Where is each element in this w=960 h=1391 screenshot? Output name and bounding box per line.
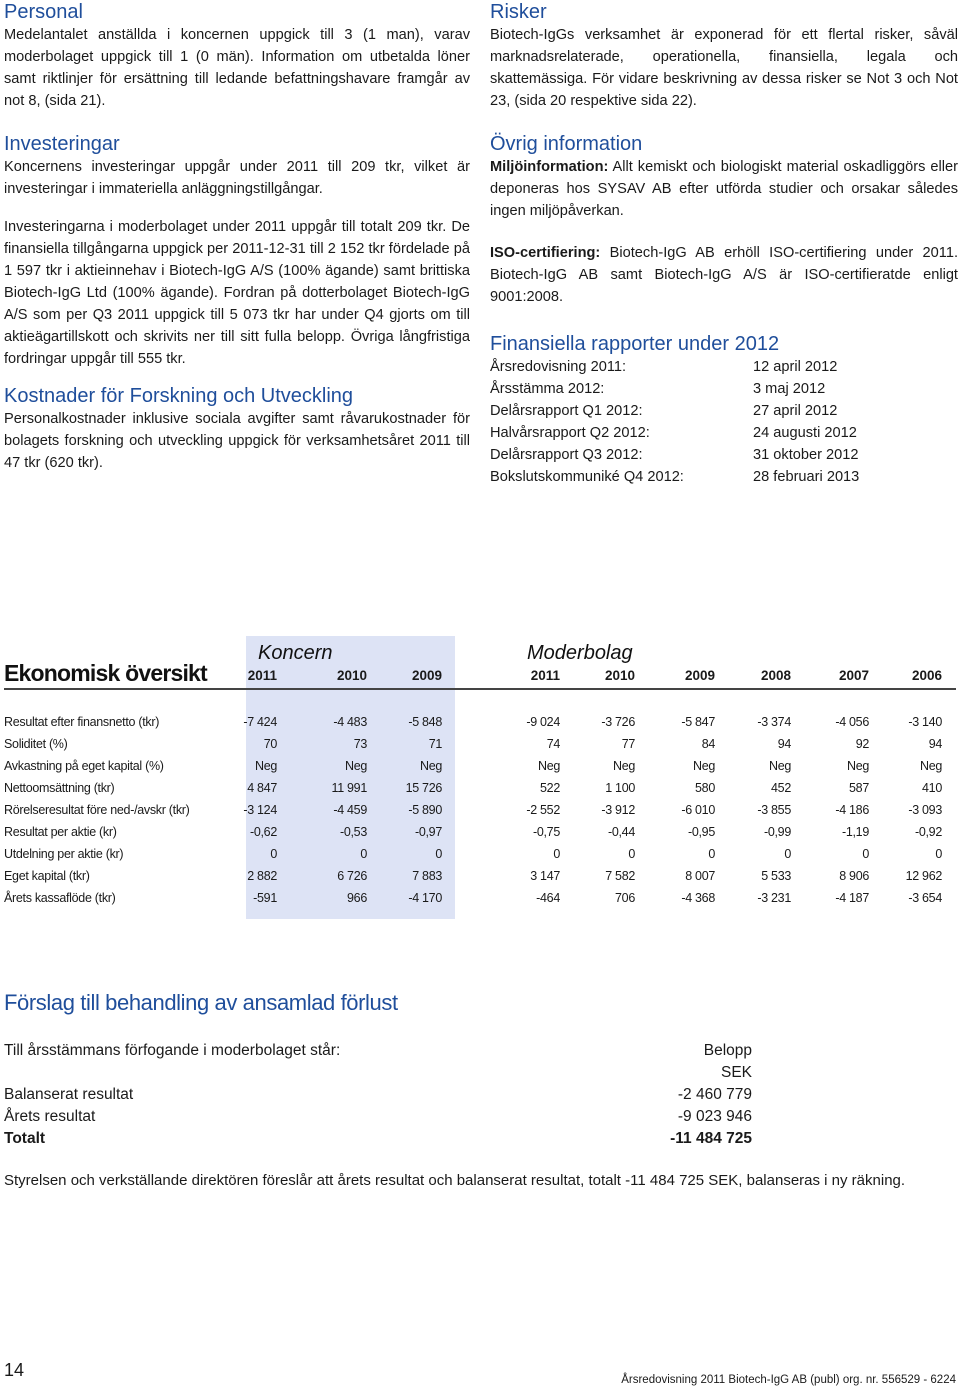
table-cell: 12 962 bbox=[905, 869, 942, 883]
table-cell: 74 bbox=[546, 737, 560, 751]
table-cell: 587 bbox=[849, 781, 869, 795]
totalt-value: -11 484 725 bbox=[670, 1130, 752, 1147]
right-column bbox=[490, 0, 958, 488]
table-cell: 410 bbox=[922, 781, 942, 795]
table-cell: -7 424 bbox=[243, 715, 277, 729]
table-row bbox=[4, 755, 956, 777]
investeringar-paragraph-2: Investeringarna i moderbolaget under 2011 uppgår till totalt 209 tkr. De finansiella tillgångarna uppgick per 2011-12-31 till 2 152 tkr fördelade på 1 597 tkr i aktieinnehav i Biotech-IgG A/S (100% ägande) samt brittiska Biotech-IgG Ltd (100% ägande). Fordran på dotterbolaget Biotech-IgG A/S som per Q3 2011 uppgick till 5 073 tkr har under Q4 gjorts om till aktieägartillskott och skrivits ner till sitt fulla belopp. Övriga långfristiga fordringar uppgår till 555 tkr. bbox=[4, 219, 470, 367]
miljo-paragraph bbox=[490, 156, 958, 222]
table-cell: -0,44 bbox=[608, 825, 635, 839]
table-cell: 8 906 bbox=[839, 869, 869, 883]
investeringar-paragraph-1: Koncernens investeringar uppgår under 2011 till 209 tkr, vilket är investeringar i immateriella anläggningstillgångar. bbox=[4, 159, 470, 197]
table-cell: 966 bbox=[347, 891, 367, 905]
table-cell: Neg bbox=[612, 759, 635, 773]
table-cell: 522 bbox=[540, 781, 560, 795]
table-cell: 452 bbox=[771, 781, 791, 795]
personal-heading: Personal bbox=[4, 1, 83, 23]
year-header-cell: 2008 bbox=[760, 668, 791, 683]
row-label: Resultat per aktie (kr) bbox=[4, 825, 117, 839]
year-header-cell: 2009 bbox=[684, 668, 715, 683]
schedule-date: 3 maj 2012 bbox=[753, 381, 826, 397]
table-cell: 7 582 bbox=[605, 869, 635, 883]
schedule-label: Årsstämma 2012: bbox=[490, 381, 605, 397]
totalt-label: Totalt bbox=[4, 1130, 46, 1147]
schedule-label: Bokslutskommuniké Q4 2012: bbox=[490, 469, 684, 485]
table-cell: -3 124 bbox=[243, 803, 277, 817]
table-cell: -5 848 bbox=[408, 715, 442, 729]
table-cell: 5 533 bbox=[761, 869, 791, 883]
table-row bbox=[4, 821, 956, 843]
table-cell: 1 100 bbox=[605, 781, 635, 795]
table-cell: -3 231 bbox=[757, 891, 791, 905]
schedule-label: Årsredovisning 2011: bbox=[490, 359, 627, 375]
schedule-label: Halvårsrapport Q2 2012: bbox=[490, 425, 650, 441]
year-header-cell: 2011 bbox=[530, 668, 560, 683]
row-label: Resultat efter finansnetto (tkr) bbox=[4, 715, 160, 729]
row-label: Eget kapital (tkr) bbox=[4, 869, 90, 883]
schedule-date: 31 oktober 2012 bbox=[753, 447, 859, 463]
table-cell: -0,95 bbox=[688, 825, 715, 839]
miljo-label: Miljöinformation: bbox=[490, 159, 609, 175]
table-cell: Neg bbox=[344, 759, 367, 773]
table-cell: 0 bbox=[360, 847, 367, 861]
table-cell: -3 855 bbox=[757, 803, 791, 817]
row-label: Årets kassaflöde (tkr) bbox=[4, 891, 116, 905]
table-cell: 4 847 bbox=[247, 781, 277, 795]
moderbolag-group-label: Moderbolag bbox=[527, 642, 633, 664]
table-cell: -5 890 bbox=[408, 803, 442, 817]
row-label: Soliditet (%) bbox=[4, 737, 68, 751]
schedule-date: 24 augusti 2012 bbox=[753, 425, 857, 441]
table-cell: -4 186 bbox=[835, 803, 869, 817]
table-cell: -4 483 bbox=[333, 715, 367, 729]
table-cell: 0 bbox=[270, 847, 277, 861]
belopp-header: Belopp bbox=[703, 1042, 752, 1059]
table-cell: 94 bbox=[777, 737, 791, 751]
table-row bbox=[4, 887, 956, 909]
table-cell: -3 654 bbox=[908, 891, 942, 905]
table-cell: -3 912 bbox=[601, 803, 635, 817]
table-cell: -3 140 bbox=[908, 715, 942, 729]
table-cell: -0,97 bbox=[415, 825, 442, 839]
table-cell: -0,99 bbox=[764, 825, 791, 839]
table-row bbox=[4, 799, 956, 821]
year-header-cell: 2006 bbox=[911, 668, 942, 683]
table-cell: 15 726 bbox=[405, 781, 442, 795]
table-cell: -0,75 bbox=[533, 825, 560, 839]
year-header-cell: 2010 bbox=[336, 668, 367, 683]
table-cell: Neg bbox=[537, 759, 560, 773]
table-cell: -591 bbox=[253, 891, 277, 905]
ovrig-information-heading: Övrig information bbox=[490, 133, 643, 155]
table-cell: -0,92 bbox=[915, 825, 942, 839]
table-cell: -0,53 bbox=[340, 825, 367, 839]
table-row bbox=[4, 733, 956, 755]
table-row bbox=[4, 711, 956, 733]
table-cell: 0 bbox=[553, 847, 560, 861]
fou-paragraph: Personalkostnader inklusive sociala avgifter samt råvarukostnader för bolagets forskning och utveckling uppgick för verksamhetsåret 2011 till 47 tkr (620 tkr). bbox=[4, 411, 470, 471]
overview-title: Ekonomisk översikt bbox=[4, 660, 207, 686]
row-label: Nettoomsättning (tkr) bbox=[4, 781, 115, 795]
table-cell: -0,62 bbox=[250, 825, 277, 839]
year-header-cell: 2009 bbox=[411, 668, 442, 683]
balanserat-row bbox=[4, 1084, 752, 1106]
table-cell: 7 883 bbox=[412, 869, 442, 883]
table-row bbox=[4, 777, 956, 799]
schedule-label: Delårsrapport Q1 2012: bbox=[490, 403, 643, 419]
table-cell: 0 bbox=[708, 847, 715, 861]
arets-resultat-row bbox=[4, 1106, 752, 1128]
table-cell: 94 bbox=[928, 737, 942, 751]
table-cell: -3 726 bbox=[601, 715, 635, 729]
closing-statement: Styrelsen och verkställande direktören föreslår att årets resultat och balanserat resultat, totalt -11 484 725 SEK, balanseras i ny räkning. bbox=[4, 1172, 906, 1189]
schedule-label: Delårsrapport Q3 2012: bbox=[490, 447, 643, 463]
table-cell: Neg bbox=[692, 759, 715, 773]
left-column bbox=[4, 0, 470, 474]
balanserat-value: -2 460 779 bbox=[677, 1086, 752, 1103]
year-header-cell: 2011 bbox=[247, 668, 277, 683]
table-cell: 3 147 bbox=[530, 869, 560, 883]
table-cell: 73 bbox=[353, 737, 367, 751]
table-cell: 92 bbox=[855, 737, 869, 751]
table-cell: -3 093 bbox=[908, 803, 942, 817]
table-cell: 580 bbox=[695, 781, 715, 795]
footer-text: Årsredovisning 2011 Biotech-IgG AB (publ) org. nr. 556529 - 6224 bbox=[621, 1374, 956, 1386]
fou-heading: Kostnader för Forskning och Utveckling bbox=[4, 385, 354, 407]
table-cell: Neg bbox=[768, 759, 791, 773]
table-cell: Neg bbox=[254, 759, 277, 773]
table-cell: Neg bbox=[919, 759, 942, 773]
arets-resultat-value: -9 023 946 bbox=[677, 1108, 752, 1125]
forslag-intro: Till årsstämmans förfogande i moderbolaget står: bbox=[4, 1042, 341, 1059]
risker-paragraph: Biotech-IgGs verksamhet är exponerad för ett flertal risker, såväl marknadsrelaterade, operationella, finansiella, legala och skattemässiga. För vidare beskrivning av dessa risker se Not 3 och Not 23, (sida 20 respektive sida 22). bbox=[490, 27, 958, 109]
table-cell: 11 991 bbox=[331, 781, 367, 795]
table-cell: -4 170 bbox=[408, 891, 442, 905]
table-cell: 0 bbox=[435, 847, 442, 861]
year-header-cell: 2010 bbox=[604, 668, 635, 683]
table-cell: Neg bbox=[846, 759, 869, 773]
table-cell: 0 bbox=[862, 847, 869, 861]
table-cell: 8 007 bbox=[685, 869, 715, 883]
table-cell: -464 bbox=[536, 891, 560, 905]
table-cell: Neg bbox=[419, 759, 442, 773]
table-row bbox=[4, 865, 956, 887]
finansiella-rapporter-heading: Finansiella rapporter under 2012 bbox=[490, 333, 780, 355]
table-cell: -9 024 bbox=[526, 715, 560, 729]
table-cell: -4 459 bbox=[333, 803, 367, 817]
iso-paragraph bbox=[490, 242, 958, 308]
table-cell: -4 187 bbox=[835, 891, 869, 905]
iso-label: ISO-certifiering: bbox=[490, 245, 601, 261]
schedule-date: 27 april 2012 bbox=[753, 403, 838, 419]
table-cell: 706 bbox=[615, 891, 635, 905]
balanserat-label: Balanserat resultat bbox=[4, 1086, 134, 1103]
schedule-date: 12 april 2012 bbox=[753, 359, 838, 375]
table-cell: -4 056 bbox=[835, 715, 869, 729]
year-header-cell: 2007 bbox=[838, 668, 869, 683]
iso-text: Biotech-IgG AB erhöll ISO-certifiering under 2011. Biotech-IgG AB samt Biotech-IgG A/S är ISO-certifieratde enligt 9001:2008. bbox=[490, 245, 958, 305]
koncern-group-label: Koncern bbox=[258, 642, 333, 664]
table-cell: 0 bbox=[935, 847, 942, 861]
table-cell: 2 882 bbox=[247, 869, 277, 883]
table-cell: 71 bbox=[428, 737, 442, 751]
header-rule bbox=[4, 688, 956, 690]
table-cell: -5 847 bbox=[681, 715, 715, 729]
table-cell: 0 bbox=[628, 847, 635, 861]
personal-paragraph: Medelantalet anställda i koncernen uppgick till 3 (1 man), varav moderbolaget uppgick till 1 (0 män). Information om utbetalda löner samt riktlinjer för ersättning till ledande befattningshavare framgår av not 8, (sida 21). bbox=[4, 27, 470, 109]
investeringar-heading: Investeringar bbox=[4, 133, 120, 155]
table-cell: 77 bbox=[621, 737, 635, 751]
table-cell: -1,19 bbox=[842, 825, 869, 839]
miljo-text: Allt kemiskt och biologiskt material oskadliggörs eller deponeras hos SYSAV AB efter utförda studier och orsakar således ingen miljöpåverkan. bbox=[490, 159, 958, 219]
sek-header-row bbox=[4, 1062, 752, 1084]
table-cell: -2 552 bbox=[526, 803, 560, 817]
table-cell: -6 010 bbox=[681, 803, 715, 817]
table-cell: -3 374 bbox=[757, 715, 791, 729]
forslag-intro-row bbox=[4, 1040, 752, 1062]
arets-resultat-label: Årets resultat bbox=[4, 1108, 96, 1125]
row-label: Utdelning per aktie (kr) bbox=[4, 847, 124, 861]
table-cell: 6 726 bbox=[337, 869, 367, 883]
page-number: 14 bbox=[4, 1360, 25, 1380]
sek-header: SEK bbox=[720, 1064, 752, 1081]
risker-heading: Risker bbox=[490, 1, 547, 23]
report-schedule bbox=[490, 356, 958, 488]
table-row bbox=[4, 843, 956, 865]
table-cell: -4 368 bbox=[681, 891, 715, 905]
row-label: Avkastning på eget kapital (%) bbox=[4, 759, 164, 773]
table-cell: 84 bbox=[701, 737, 715, 751]
totalt-row bbox=[4, 1128, 752, 1150]
row-label: Rörelseresultat före ned-/avskr (tkr) bbox=[4, 803, 190, 817]
schedule-date: 28 februari 2013 bbox=[753, 469, 860, 485]
forslag-heading: Förslag till behandling av ansamlad förlust bbox=[4, 990, 398, 1015]
table-cell: 0 bbox=[784, 847, 791, 861]
table-cell: 70 bbox=[263, 737, 277, 751]
